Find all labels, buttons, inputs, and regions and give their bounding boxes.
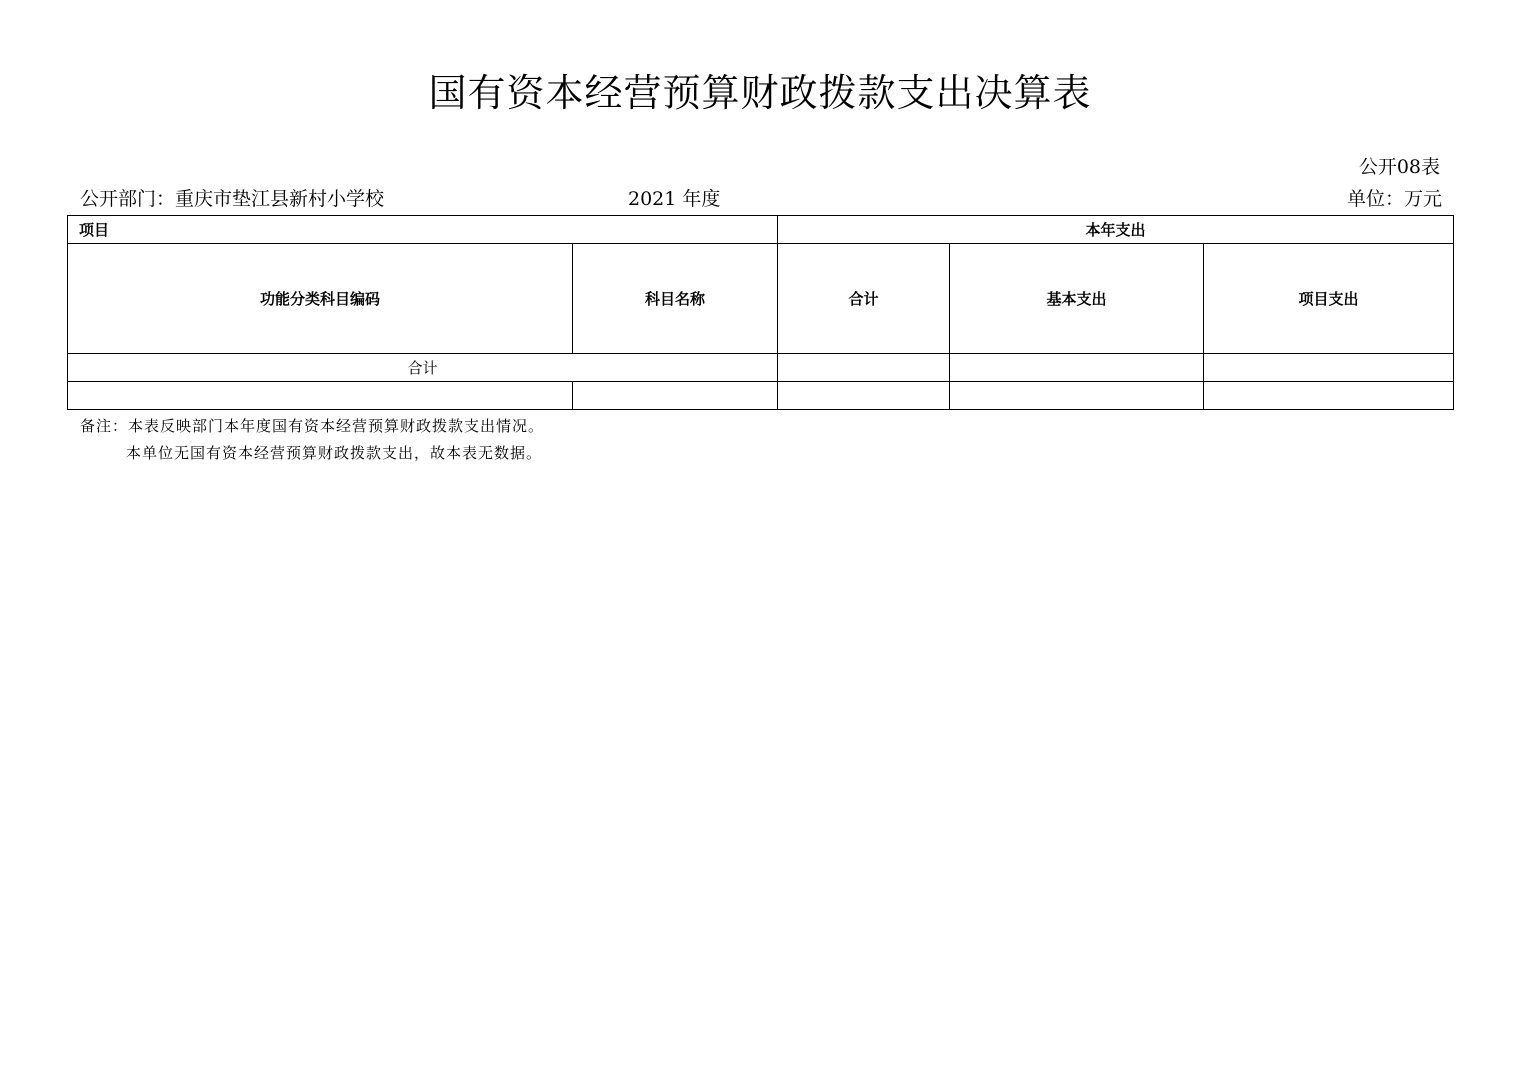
project-total-cell	[1204, 354, 1454, 382]
table-header-row-1	[68, 216, 1454, 244]
note-line-2: 本单位无国有资本经营预算财政拨款支出，故本表无数据。	[126, 444, 543, 462]
col-header-name: 科目名称	[573, 244, 778, 354]
expenditure-table	[67, 215, 1454, 410]
code-cell	[68, 382, 573, 410]
table-header-row-2	[68, 244, 1454, 354]
department-label: 公开部门：重庆市垫江县新村小学校	[80, 188, 385, 210]
page-title: 国有资本经营预算财政拨款支出决算表	[428, 71, 1092, 115]
unit-label: 单位：万元	[1346, 188, 1442, 210]
table-total-row	[68, 354, 1454, 382]
total-value-cell	[778, 382, 950, 410]
form-number: 公开08表	[1358, 156, 1440, 178]
total-row-label: 合计	[68, 354, 778, 382]
project-value-cell	[1204, 382, 1454, 410]
col-header-project: 项目支出	[1204, 244, 1454, 354]
basic-total-cell	[950, 354, 1204, 382]
basic-value-cell	[950, 382, 1204, 410]
name-cell	[573, 382, 778, 410]
meta-row	[80, 186, 1442, 212]
total-cell	[778, 354, 950, 382]
col-header-total: 合计	[778, 244, 950, 354]
table-row	[68, 382, 1454, 410]
col-header-code: 功能分类科目编码	[68, 244, 573, 354]
col-header-basic: 基本支出	[950, 244, 1204, 354]
note-line-1: 备注：本表反映部门本年度国有资本经营预算财政拨款支出情况。	[80, 417, 545, 435]
fiscal-year: 2021 年度	[628, 188, 721, 210]
notes	[80, 413, 544, 467]
header-item: 项目	[68, 216, 778, 244]
header-current-year: 本年支出	[778, 216, 1454, 244]
